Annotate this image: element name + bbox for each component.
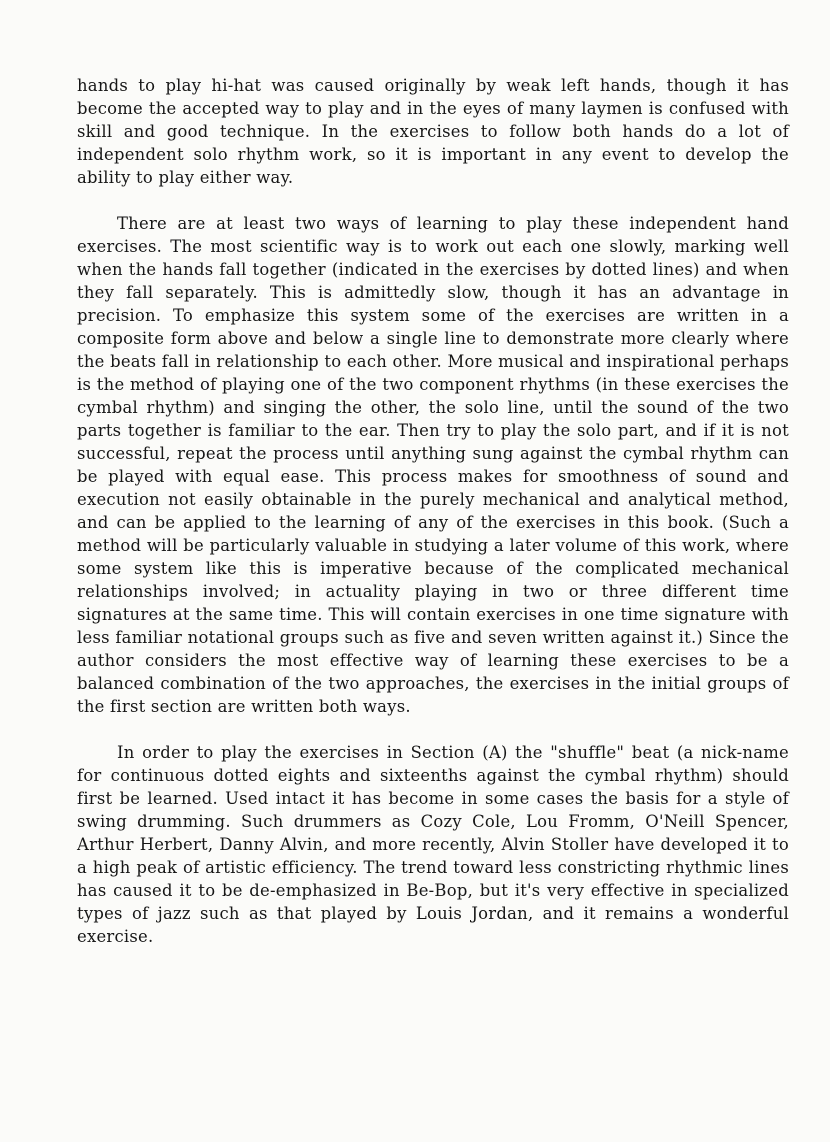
document-page	[77, 74, 789, 948]
paragraph-shuffle-beat: In order to play the exercises in Section (A) the "shuffle" beat (a nick-name for continuous dotted eights and sixteenths against the cymbal rhythm) should first be learned. Used intact it has become in some cases the basis for a style of swing drumming. Such drummers as Cozy Cole, Lou Fromm, O'Neill Spencer, Arthur Herbert, Danny Alvin, and more recently, Alvin Stoller have developed it to a high peak of artistic efficiency. The trend toward less constricting rhythmic lines has caused it to be de-emphasized in Be-Bop, but it's very effective in specialized types of jazz such as that played by Louis Jordan, and it remains a wonderful exercise.	[77, 743, 789, 946]
paragraph-hi-hat: hands to play hi-hat was caused originally by weak left hands, though it has become the accepted way to play and in the eyes of many laymen is confused with skill and good technique. In the exercises to follow both hands do a lot of independent solo rhythm work, so it is important in any event to develop the ability to play either way.	[77, 76, 789, 187]
paragraph-learning-methods: There are at least two ways of learning to play these independent hand exercises. The most scientific way is to work out each one slowly, marking well when the hands fall together (indicated in the exercises by dotted lines) and when they fall separately. This is admittedly slow, though it has an advantage in precision. To emphasize this system some of the exercises are written in a composite form above and below a single line to demonstrate more clearly where the beats fall in relationship to each other. More musical and inspirational perhaps is the method of playing one of the two component rhythms (in these exercises the cymbal rhythm) and singing the other, the solo line, until the sound of the two parts together is familiar to the ear. Then try to play the solo part, and if it is not successful, repeat the process until anything sung against the cymbal rhythm can be played with equal ease. This process makes for smoothness of sound and execution not easily obtainable in the purely mechanical and analytical method, and can be applied to the learning of any of the exercises in this book. (Such a method will be particularly valuable in studying a later volume of this work, where some system like this is imperative because of the complicated mechanical relationships involved; in actuality playing in two or three different time signatures at the same time. This will contain exercises in one time signature with less familiar notational groups such as five and seven written against it.) Since the author considers the most effective way of learning these exercises to be a balanced combination of the two approaches, the exercises in the initial groups of the first section are written both ways.	[77, 214, 789, 716]
